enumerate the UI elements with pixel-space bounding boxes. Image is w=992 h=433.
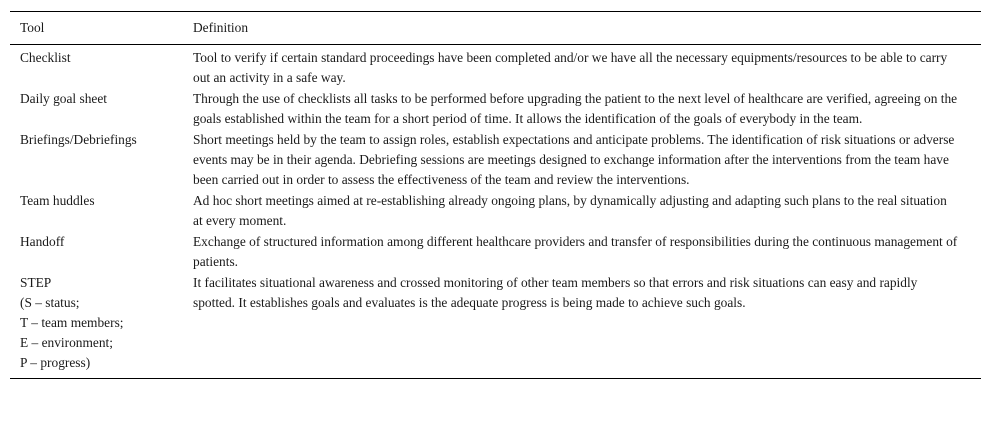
tool-subline: (S – status; xyxy=(20,295,80,310)
tool-subline: E – environment; xyxy=(20,335,113,350)
tool-cell xyxy=(10,45,183,90)
tool-name: Briefings/Debriefings xyxy=(20,132,137,147)
tool-cell xyxy=(10,273,183,379)
tool-name: Daily goal sheet xyxy=(20,91,108,106)
tools-table-container xyxy=(10,11,981,379)
definition-cell: Short meetings held by the team to assign roles, establish expectations and anticipate problems. The identification of risk situations or adverse events may be in their agenda. Debriefing sessions are meetings designed to exchange information after the interventions from the team have been carried out in order to assess the effectiveness of the team and review the interventions. xyxy=(193,132,955,187)
definition-cell: Tool to verify if certain standard proceedings have been completed and/or we have all the necessary equipments/resources to be able to carry out an activity in a safe way. xyxy=(193,50,948,85)
tool-subline: T – team members; xyxy=(20,315,124,330)
tool-name: Team huddles xyxy=(20,193,95,208)
definition-cell: Ad hoc short meetings aimed at re-establishing already ongoing plans, by dynamically adjusting and adapting such plans to the real situation at every moment. xyxy=(193,193,947,228)
table-row xyxy=(10,191,981,232)
table-header xyxy=(10,12,981,45)
table-row xyxy=(10,130,981,191)
definition-cell: Through the use of checklists all tasks to be performed before upgrading the patient to the next level of healthcare are verified, agreeing on the goals established within the team for a short period of time. It allows the identification of the goals of everybody in the team. xyxy=(193,91,958,126)
table-row xyxy=(10,89,981,130)
tool-name: STEP xyxy=(20,275,52,290)
table-row xyxy=(10,45,981,90)
tool-cell xyxy=(10,232,183,273)
tools-table xyxy=(10,11,981,379)
table-row xyxy=(10,273,981,379)
definition-cell: It facilitates situational awareness and crossed monitoring of other team members so that errors and risk situations can easy and rapidly spotted. It establishes goals and evaluates is the adequate progress is being made to achieve such goals. xyxy=(193,275,918,310)
tool-name: Handoff xyxy=(20,234,65,249)
header-tool: Tool xyxy=(20,20,45,35)
tool-cell xyxy=(10,191,183,232)
tool-cell xyxy=(10,130,183,191)
header-row xyxy=(10,12,981,45)
table-row xyxy=(10,232,981,273)
definition-cell: Exchange of structured information among different healthcare providers and transfer of responsibilities during the continuous management of patients. xyxy=(193,234,958,269)
header-definition: Definition xyxy=(193,20,249,35)
tool-subline: P – progress) xyxy=(20,355,91,370)
tool-name: Checklist xyxy=(20,50,71,65)
table-body xyxy=(10,45,981,379)
tool-cell xyxy=(10,89,183,130)
